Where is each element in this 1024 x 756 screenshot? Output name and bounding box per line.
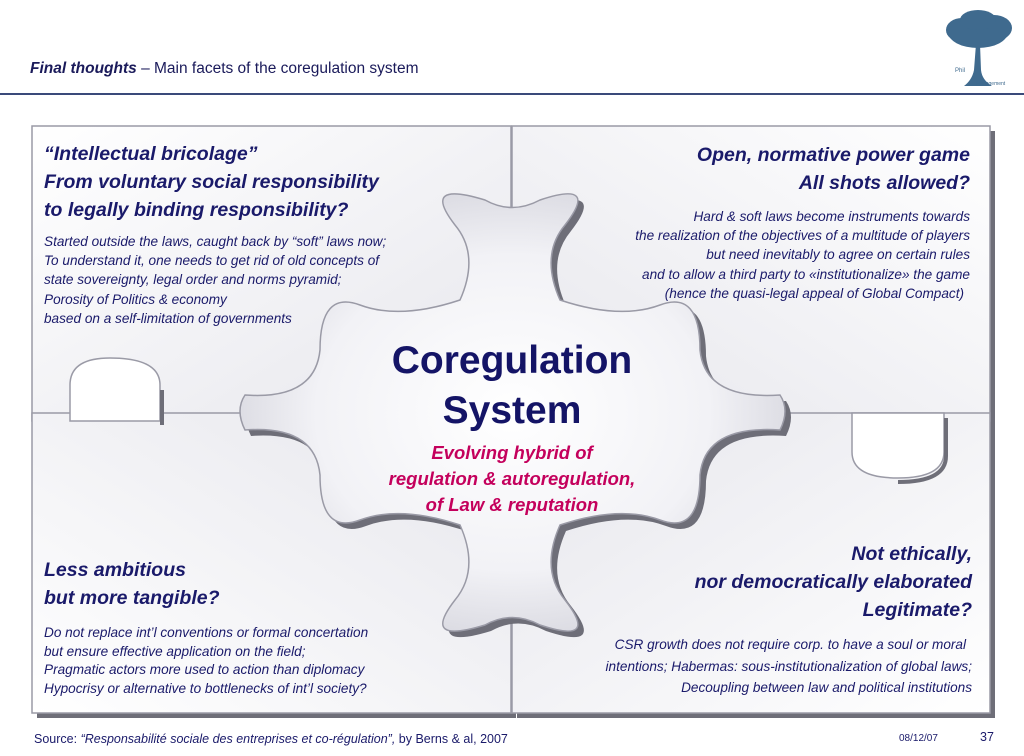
body-line: Pragmatic actors more used to action than diplomacy [44,662,365,678]
top-right-block [560,141,970,303]
title-rest: – Main facets of the coregulation system [136,60,419,77]
body-line: Hard & soft laws become instruments towards [693,209,970,224]
center-title-line: System [442,389,582,432]
heading-line: Less ambitious [44,559,186,581]
page-number: 37 [980,730,994,744]
title-bold: Final thoughts [30,60,137,77]
heading-line: nor democratically elaborated [694,571,972,593]
body-line: based on a self-limitation of governments [44,310,292,326]
source-rest: by Berns & al, 2007 [395,732,508,746]
source-footnote [34,732,508,746]
bottom-right-heading [530,540,972,624]
center-title-line: Coregulation [391,339,633,382]
logo-text-1: Phil [955,68,966,74]
bottom-right-body [530,634,972,699]
center-subtitle-line: Evolving hybrid of [431,442,593,463]
heading-line: Not ethically, [851,543,972,565]
body-line: Porosity of Politics & economy [44,291,227,307]
bottom-left-body [44,624,484,698]
source-label: Source: [34,732,81,746]
heading-line: but more tangible? [44,587,220,609]
top-right-body [560,207,970,303]
body-line: Started outside the laws, caught back by “soft” laws now; [44,234,387,249]
body-line: Hypocrisy or alternative to bottlenecks of int’l society? [44,680,367,696]
heading-line: All shots allowed? [798,172,970,194]
body-line: Do not replace int’l conventions or formal concertation [44,625,369,640]
top-right-heading [560,141,970,197]
bottom-left-block [44,556,484,698]
heading-line: Legitimate? [862,599,972,621]
body-line: but ensure effective application on the field; [44,643,306,659]
center-subtitle-line: regulation & autoregulation, [388,468,636,489]
body-line: and to allow a third party to «institutionalize» the game [642,266,970,282]
body-line: (hence the quasi-legal appeal of Global Compact) [664,285,964,301]
logo-text-2: Management [976,81,1006,87]
heading-line: “Intellectual bricolage” [44,143,258,165]
heading-line: to legally binding responsibility? [44,199,349,221]
center-label [352,336,672,518]
body-line: To understand it, one needs to get rid of old concepts of [44,253,380,269]
bottom-right-block [530,540,972,699]
top-left-block [44,140,484,328]
body-line: state sovereignty, legal order and norms pyramid; [44,272,342,288]
puzzle-tab-right [852,413,944,478]
puzzle-tab-left [70,358,160,421]
source-title: “Responsabilité sociale des entreprises et co-régulation”, [80,732,396,746]
center-subtitle [352,440,672,518]
top-left-heading [44,140,484,224]
body-line: CSR growth does not require corp. to have a soul or moral [614,637,966,652]
bottom-left-heading [44,556,484,612]
body-line: intentions; Habermas: sous-institutionalization of global laws; [605,658,972,674]
center-subtitle-line: of Law & reputation [425,494,599,515]
body-line: the realization of the objectives of a multitude of players [635,228,970,244]
heading-line: From voluntary social responsibility [44,171,379,193]
center-title [352,336,672,436]
top-left-body [44,232,484,328]
body-line: but need inevitably to agree on certain rules [706,247,970,263]
slide-date: 08/12/07 [899,733,938,744]
body-line: Decoupling between law and political institutions [681,680,972,695]
heading-line: Open, normative power game [696,144,970,166]
